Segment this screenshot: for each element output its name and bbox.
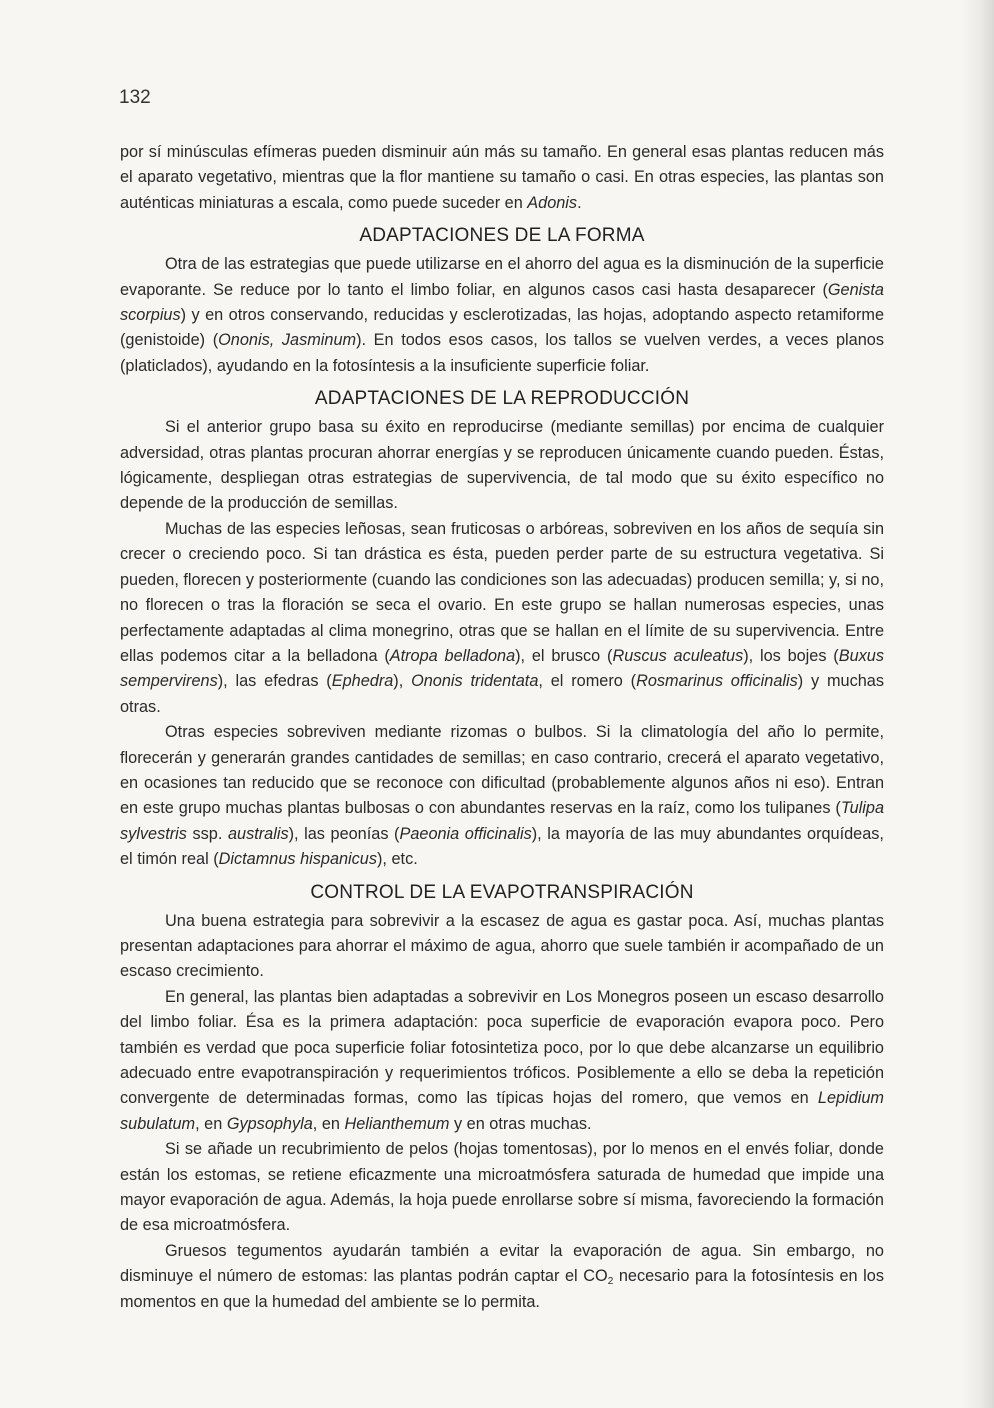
page-edge-shadow (960, 0, 994, 1408)
control-paragraph-4: Gruesos tegumentos ayudarán también a evitar la evaporación de agua. Sin embargo, no disminuye el número de estomas: las plantas podrán captar el $CO_2$ necesario para la fotosíntesis en los momentos en que la humedad del ambiente se lo permita. (120, 1241, 884, 1311)
heading-control-evapotranspiracion: CONTROL DE LA EVAPOTRANSPIRACIÓN (310, 881, 694, 903)
intro-paragraph: por sí minúsculas efímeras pueden disminuir aún más su tamaño. En general esas plantas reducen más el aparato vegetativo, mientras que la flor mantiene su tamaño o casi. En otras especies, las plantas son auténticas miniaturas a escala, como puede suceder en Adonis. (120, 143, 884, 212)
body-text (120, 140, 884, 1315)
heading-adaptaciones-forma: ADAPTACIONES DE LA FORMA (359, 225, 645, 247)
forma-paragraph: Otra de las estrategias que puede utilizarse en el ahorro del agua es la disminución de la superficie evaporante. Se reduce por lo tanto el limbo foliar, en algunos casos casi hasta desaparecer (Genista scorpius) y en otros conservando, reducidas y esclerotizadas, las hojas, adoptando aspecto retamiforme (genistoide) (Ononis, Jasminum). En todos esos casos, los tallos se vuelven verdes, a veces planos (platiclados), ayudando en la fotosíntesis a la insuficiente superficie foliar. (120, 255, 884, 375)
heading-adaptaciones-reproduccion: ADAPTACIONES DE LA REPRODUCCIÓN (314, 388, 690, 410)
reproduccion-paragraph-1: Si el anterior grupo basa su éxito en reproducirse (mediante semillas) por encima de cualquier adversidad, otras plantas procuran ahorrar energías y se reproducen únicamente cuando pueden. Éstas, lógicamente, despliegan otras estrategias de supervivencia, de tal modo que su éxito específico no depende de la producción de semillas. (120, 418, 884, 513)
reproduccion-paragraph-3: Otras especies sobreviven mediante rizomas o bulbos. Si la climatología del año lo permite, florecerán y generarán grandes cantidades de semillas; en caso contrario, crecerá el aparato vegetativo, en ocasiones tan reducido que se reconoce con dificultad (probablemente algunos años ni eso). Entran en este grupo muchas plantas bulbosas o con abundantes reservas en la raíz, como los tulipanes (Tulipa sylvestris ssp. australis), las peonías (Paeonia officinalis), la mayoría de las muy abundantes orquídeas, el timón real (Dictamnus hispanicus), etc. (120, 723, 884, 869)
control-paragraph-3: Si se añade un recubrimiento de pelos (hojas tomentosas), por lo menos en el envés foliar, donde están los estomas, se retiene eficazmente una microatmósfera saturada de humedad que impide una mayor evaporación de agua. Además, la hoja puede enrollarse sobre sí misma, favoreciendo la formación de esa microatmósfera. (120, 1140, 884, 1235)
page-number: 132 (119, 87, 151, 108)
control-paragraph-1: Una buena estrategia para sobrevivir a la escasez de agua es gastar poca. Así, muchas plantas presentan adaptaciones para ahorrar el máximo de agua, ahorro que suele también ir acompañado de un escaso crecimiento. (120, 911, 884, 981)
reproduccion-paragraph-2: Muchas de las especies leñosas, sean fruticosas o arbóreas, sobreviven en los años de sequía sin crecer o creciendo poco. Si tan drástica es ésta, pueden perder parte de su estructura vegetativa. Si pueden, florecen y posteriormente (cuando las condiciones son las adecuadas) producen semilla; y, si no, no florecen o tras la floración se seca el ovario. En este grupo se hallan numerosas especies, unas perfectamente adaptadas al clima monegrino, otras que se hallan en el límite de su supervivencia. Entre ellas podemos citar a la belladona (Atropa belladona), el brusco (Ruscus aculeatus), los bojes (Buxus sempervirens), las efedras (Ephedra), Ononis tridentata, el romero (Rosmarinus officinalis) y muchas otras. (120, 519, 884, 716)
control-paragraph-2: En general, las plantas bien adaptadas a sobrevivir en Los Monegros poseen un escaso desarrollo del limbo foliar. Ésa es la primera adaptación: poca superficie de evaporación evapora poco. Pero también es verdad que poca superficie foliar fotosintetiza poco, por lo que debe alcanzarse un equilibrio adecuado entre evapotranspiración y requerimientos tróficos. Posiblemente a ello se deba la repetición convergente de determinadas formas, como las típicas hojas del romero, que vemos en Lepidium subulatum, en Gypsophyla, en Helianthemum y en otras muchas. (120, 987, 884, 1133)
